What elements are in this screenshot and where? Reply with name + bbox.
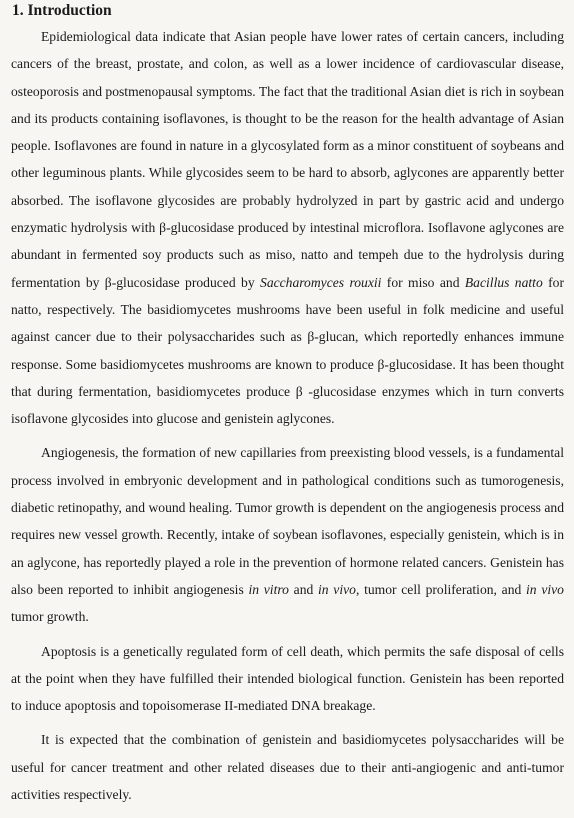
latin-term: in vivo <box>526 581 564 597</box>
latin-term: in vivo <box>318 581 356 597</box>
paragraph-text: It is expected that the combination of genistein and basidiomycetes polysaccharides will be useful for cancer treatment and other related diseases due to their anti-angiogenic and anti-tumor activities respectively. <box>11 732 564 803</box>
paragraph-text: tumor growth. <box>11 609 89 625</box>
paragraph-isoflavones <box>11 23 564 432</box>
species-name: Saccharomyces rouxii <box>260 274 382 290</box>
paragraph-text: Angiogenesis, the formation of new capillaries from preexisting blood vessels, is a fundamental process involved in embryonic development and in pathological conditions such as tumorogenesis, diabetic retinopathy, and wound healing. Tumor growth is dependent on the angiogenesis process and requires new vessel growth. Recently, intake of soybean isoflavones, especially genistein, which is in an aglycone, has reportedly played a role in the prevention of hormone related cancers. Genistein has also been reported to inhibit angiogenesis <box>11 445 564 597</box>
paragraph-apoptosis <box>11 638 564 720</box>
paragraph-text: Apoptosis is a genetically regulated form of cell death, which permits the safe disposal of cells at the point when they have fulfilled their intended biological function. Genistein has been reported to induce apoptosis and topoisomerase II-mediated DNA breakage. <box>11 643 564 714</box>
paragraph-conclusion <box>11 726 564 808</box>
paragraph-text: , tumor cell proliferation, and <box>355 581 527 597</box>
section-title: 1. Introduction <box>12 2 112 19</box>
species-name: Bacillus natto <box>464 274 543 290</box>
paragraph-text: Epidemiological data indicate that Asian people have lower rates of certain cancers, including cancers of the breast, prostate, and colon, as well as a lower incidence of cardiovascular disease, osteoporosis and postmenopausal symptoms. The fact that the traditional Asian diet is rich in soybean and its products containing isoflavones, is thought to be the reason for the health advantage of Asian people. Isoflavones are found in nature in a glycosylated form as a minor constituent of soybeans and other leguminous plants. While glycosides seem to be hard to absorb, aglycones are apparently better absorbed. The isoflavone glycosides are probably hydrolyzed in part by gastric acid and undergo enzymatic hydrolysis with β-glucosidase produced by intestinal microflora. Isoflavone aglycones are abundant in fermented soy products such as miso, natto and tempeh due to the hydrolysis during fermentation by β-glucosidase produced by <box>11 29 564 290</box>
latin-term: in vitro <box>248 581 289 597</box>
paragraph-text: and <box>288 581 319 597</box>
paragraph-angiogenesis <box>11 439 564 630</box>
paragraph-text: for natto, respectively. The basidiomycetes mushrooms have been useful in folk medicine and useful against cancer due to their polysaccharides such as β-glucan, which reportedly enhances immune response. Some basidiomycetes mushrooms are known to produce β-glucosidase. It has been thought that during fermentation, basidiomycetes produce β -glucosidase enzymes which in turn converts isoflavone glycosides into glucose and genistein aglycones. <box>11 274 565 427</box>
paragraph-text: for miso and <box>381 274 465 290</box>
